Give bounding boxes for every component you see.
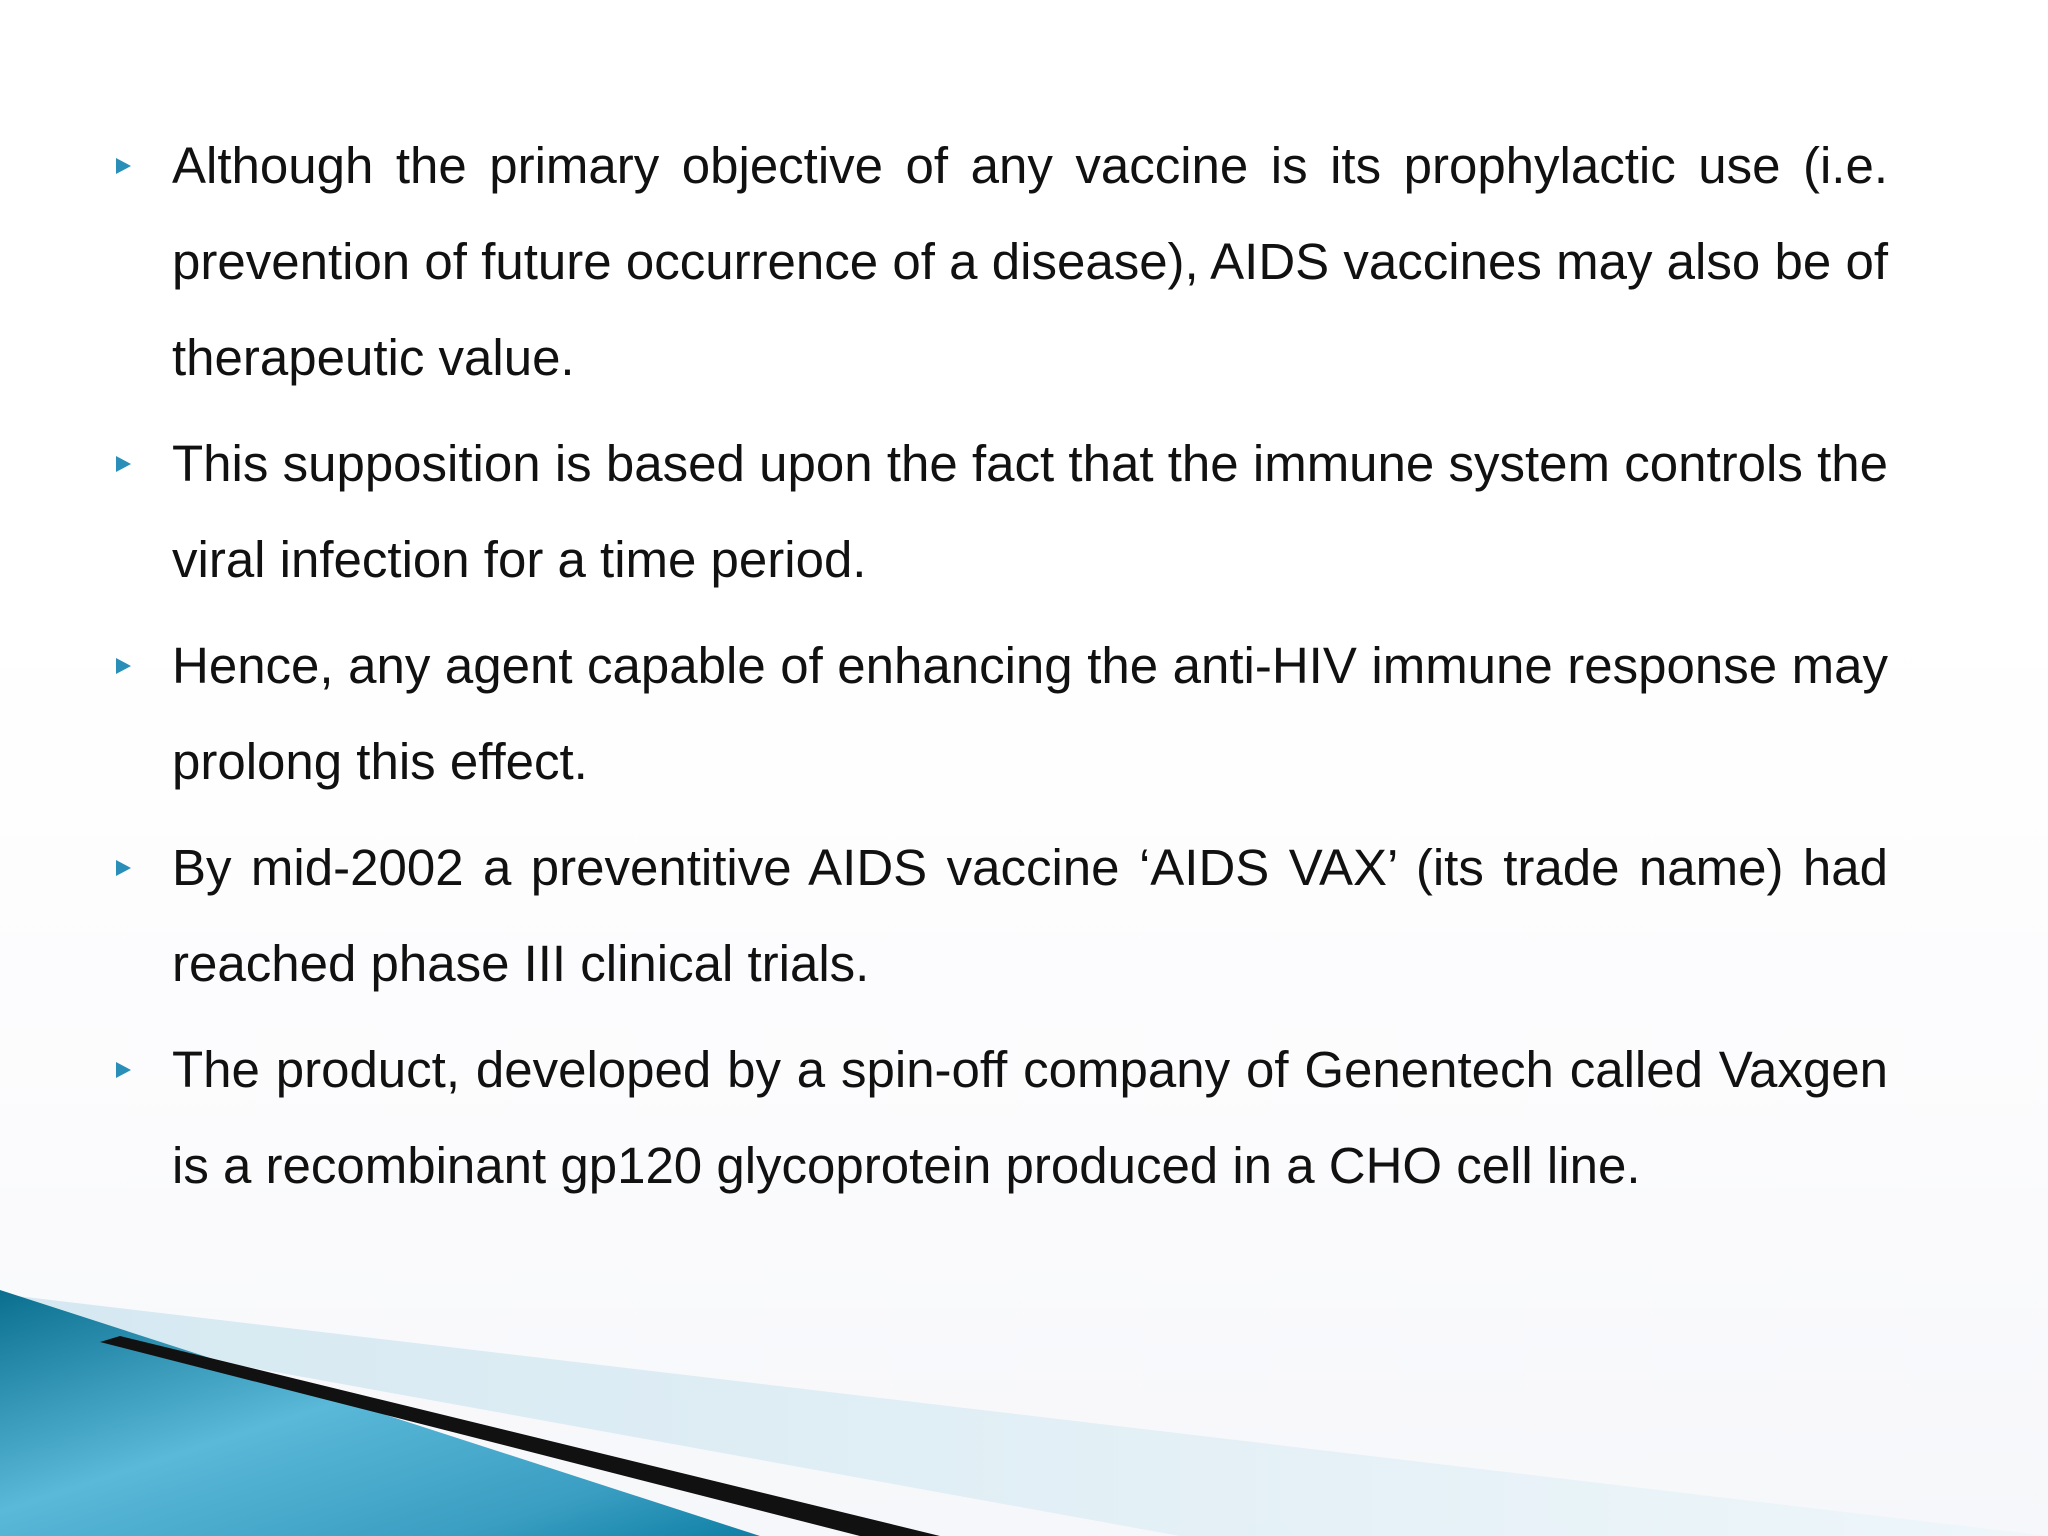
bullet-item — [112, 118, 1888, 406]
swoosh-dark-line — [100, 1336, 940, 1536]
decorative-swoosh — [0, 1270, 2048, 1536]
bullet-text: Hence, any agent capable of enhancing the anti-HIV immune response may prolong this effect. — [172, 637, 1888, 790]
triangle-bullet-icon — [116, 158, 131, 174]
bullet-item — [112, 1022, 1888, 1214]
bullet-item — [112, 416, 1888, 608]
bullet-text: Although the primary objective of any vaccine is its prophylactic use (i.e. prevention of future occurrence of a disease), AIDS vaccines may also be of therapeutic value. — [172, 137, 1888, 386]
bullet-text: The product, developed by a spin-off company of Genentech called Vaxgen is a recombinant gp120 glycoprotein produced in a CHO cell line. — [172, 1041, 1888, 1194]
triangle-bullet-icon — [116, 1062, 131, 1078]
bullet-text: This supposition is based upon the fact that the immune system controls the viral infection for a time period. — [172, 435, 1888, 588]
triangle-bullet-icon — [116, 860, 131, 876]
swoosh-blue-band — [0, 1290, 760, 1536]
swoosh-pale-band — [0, 1294, 2048, 1536]
bullet-list — [112, 118, 1888, 1224]
bullet-item — [112, 820, 1888, 1012]
triangle-bullet-icon — [116, 658, 131, 674]
bullet-item — [112, 618, 1888, 810]
bullet-text: By mid-2002 a preventitive AIDS vaccine ‘AIDS VAX’ (its trade name) had reached phase III clinical trials. — [172, 839, 1888, 992]
triangle-bullet-icon — [116, 456, 131, 472]
